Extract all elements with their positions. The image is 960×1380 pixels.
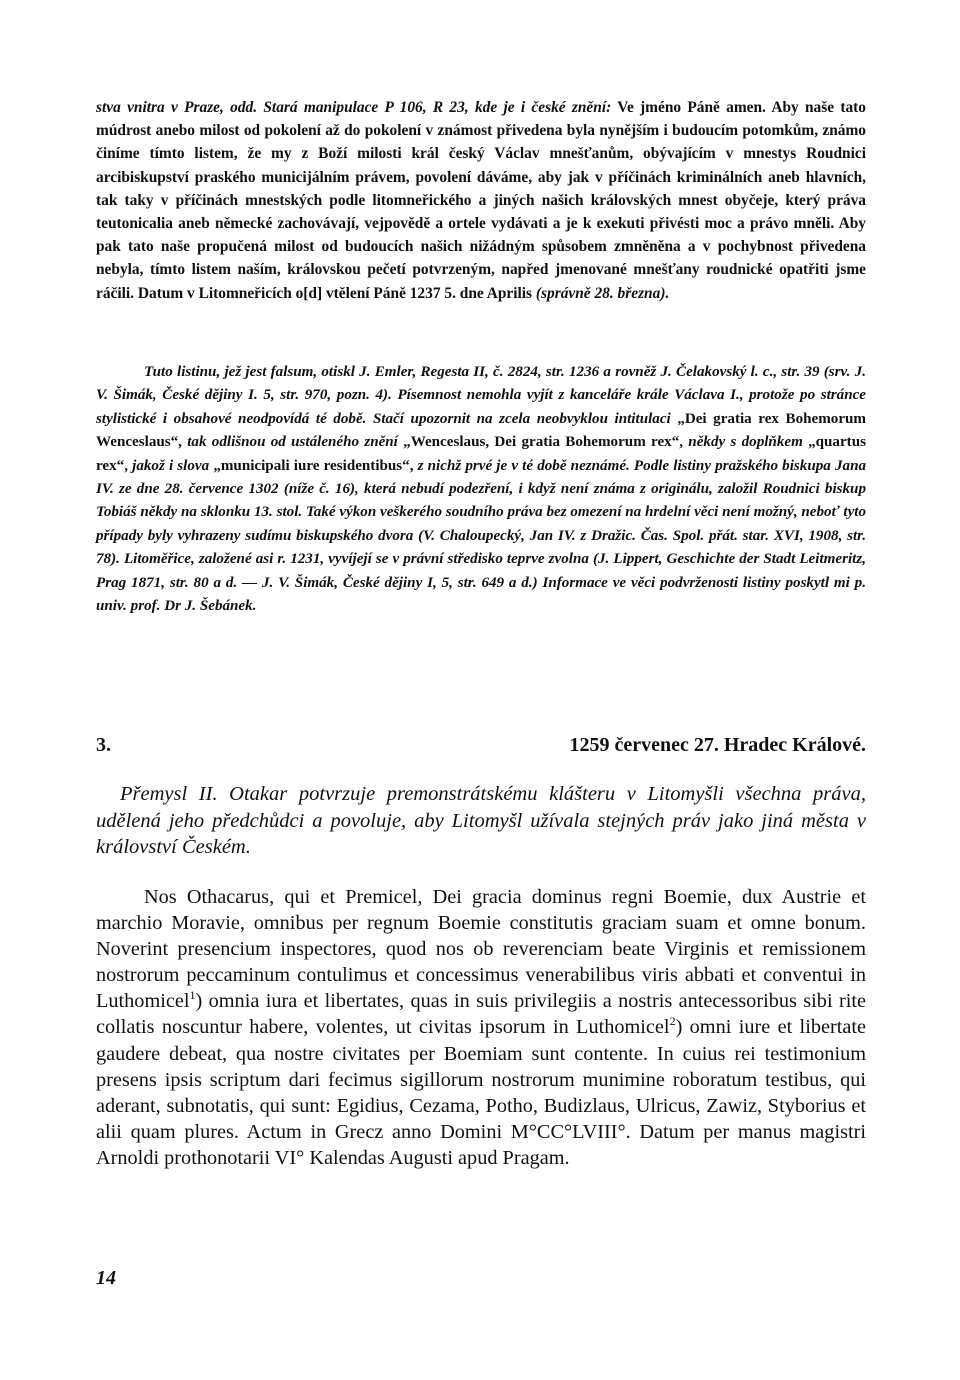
page-number: 14	[96, 1267, 116, 1289]
editorial-note	[96, 361, 866, 618]
note-quote: „municipali iure residentibus“,	[213, 457, 414, 474]
note-part: jakož i slova	[128, 457, 214, 474]
note-part: Tuto listinu, jež jest falsum, otiskl J. Emler, Regesta II, č. 2824, str. 1236 a rovněž J. Čelakovský l. c., str. 39 (srv. J. V. Šimák, České dějiny I. 5, str. 970, pozn. 4). Písemnost nemohla vyjít z kanceláře krále Václava I., protože po stránce stylistické i obsahové neodpovídá té době. Stačí upozornit na zcela neobvyklou intitulaci	[96, 364, 866, 427]
latin-charter-text	[96, 884, 866, 1171]
previous-document-text	[96, 96, 866, 305]
document-header	[96, 734, 866, 764]
date-correction: (správně 28. března).	[535, 284, 670, 302]
regest: Přemysl II. Otakar potvrzuje premonstrátskému klášteru v Litomyšli všechna práva, udělená jeho předchůdci a povoluje, aby Litomyšl užívala stejných práv jako jiná města v království Českém.	[96, 783, 866, 858]
charter-text-part: ) omnia iura et libertates, quas in suis privilegiis a nostris antecessoribus sibi rite collatis noscuntur habere, volentes, ut civitas ipsorum in Luthomicel	[96, 990, 866, 1039]
note-part: někdy s doplňkem	[683, 434, 809, 451]
czech-version-text: Ve jméno Páně amen. Aby naše tato múdrost anebo milost od pokolení až do pokolení v známost přivedena byla nynějším i budoucím potomkům, známo činíme tímto listem, že my z Boží milosti král český Václav mnešťanům, obývajícím v mnestys Roudnici arcibiskupství praského municijálním právem, povolení dáváme, aby jak v příčinách kriminálních aneb hlavních, tak taky v příčinách mnestských podle litomneřického a jiných našich královských mnest obyčeje, který práva teutonicalia aneb německé zachovávají, vejpovědě a ortele vydávati a je k exekuti přivésti moc a právo mněli. Aby pak tato naše propučená milost od budoucích našich nižádným spůsobem zmněněna a v pochybnost přivedena nebyla, tímto listem naším, královskou pečetí potvrzeným, napřed jmenované mnešťany roudnické opatřiti jsme ráčili. Datum v Litomneřicích o[d] vtělení Páně 1237 5. dne Aprilis	[96, 99, 866, 302]
note-quote: „Dei gratia rex Bohemorum Wenceslaus“,	[96, 410, 866, 451]
charter-text-part: ) omni iure et libertate gaudere debeat, qua nostre civitates per Boemiam sunt contente. In cuius rei testimonium presens ipsis scriptum dari fecimus sigillorum nostrorum munimine roboratum testibus, qui aderant, subnotatis, qui sunt: Egidius, Cezama, Potho, Budizlaus, Ulricus, Zawiz, Styborius et alii quam plures. Actum in Grecz anno Domini M°CC°LVIII°. Datum per manus magistri Arnoldi prothonotarii VI° Kalendas Augusti apud Pragam.	[96, 1016, 866, 1169]
note-quote: „Wenceslaus, Dei gratia Bohemorum rex“,	[403, 434, 684, 451]
document-number: 3.	[96, 734, 111, 756]
note-quote: „quartus rex“,	[96, 434, 866, 474]
note-part: tak odlišnou od ustáleného znění	[181, 434, 404, 451]
footnote-marker: 2	[669, 1014, 676, 1029]
footnote-marker: 1	[189, 988, 196, 1003]
note-part: z nichž prvé je v té době neznámé. Podle listiny pražského biskupa Jana IV. ze dne 28. července 1302 (níže č. 16), která nebudí podezření, i když není známa z originálu, založil Roudnici biskup Tobiáš někdy na sklonku 13. stol. Také výkon veškerého soudního práva bez omezení na hrdelní věci není možný, neboť tyto případy byly vyhrazeny sudímu biskupského dvora (V. Chaloupecký, Jan IV. z Dražic. Čas. Spol. přát. star. XVI, 1908, str. 78). Litoměřice, založené asi r. 1231, vyvíjejí se v právní středisko teprve zvolna (J. Lippert, Geschichte der Stadt Leitmeritz, Prag 1871, str. 80 a d. — J. V. Šimák, České dějiny I, 5, str. 649 a d.) Informace ve věci podvrženosti listiny poskytl mi p. univ. prof. Dr J. Šebánek.	[96, 457, 867, 615]
charter-text-part: Nos Othacarus, qui et Premicel, Dei gracia dominus regni Boemie, dux Austrie et marchio Moravie, omnibus per regnum Boemie constitutis graciam suam et omne bonum. Noverint presencium inspectores, quod nos ob reverenciam beate Virginis et remissionem nostrorum peccaminum contulimus et concessimus venerabilibus viris abbati et conventui in Luthomicel	[96, 886, 866, 1013]
document-date-place: 1259 červenec 27. Hradec Králové.	[569, 734, 866, 756]
archive-reference: stva vnitra v Praze, odd. Stará manipulace P 106, R 23, kde je i české znění:	[96, 99, 612, 116]
